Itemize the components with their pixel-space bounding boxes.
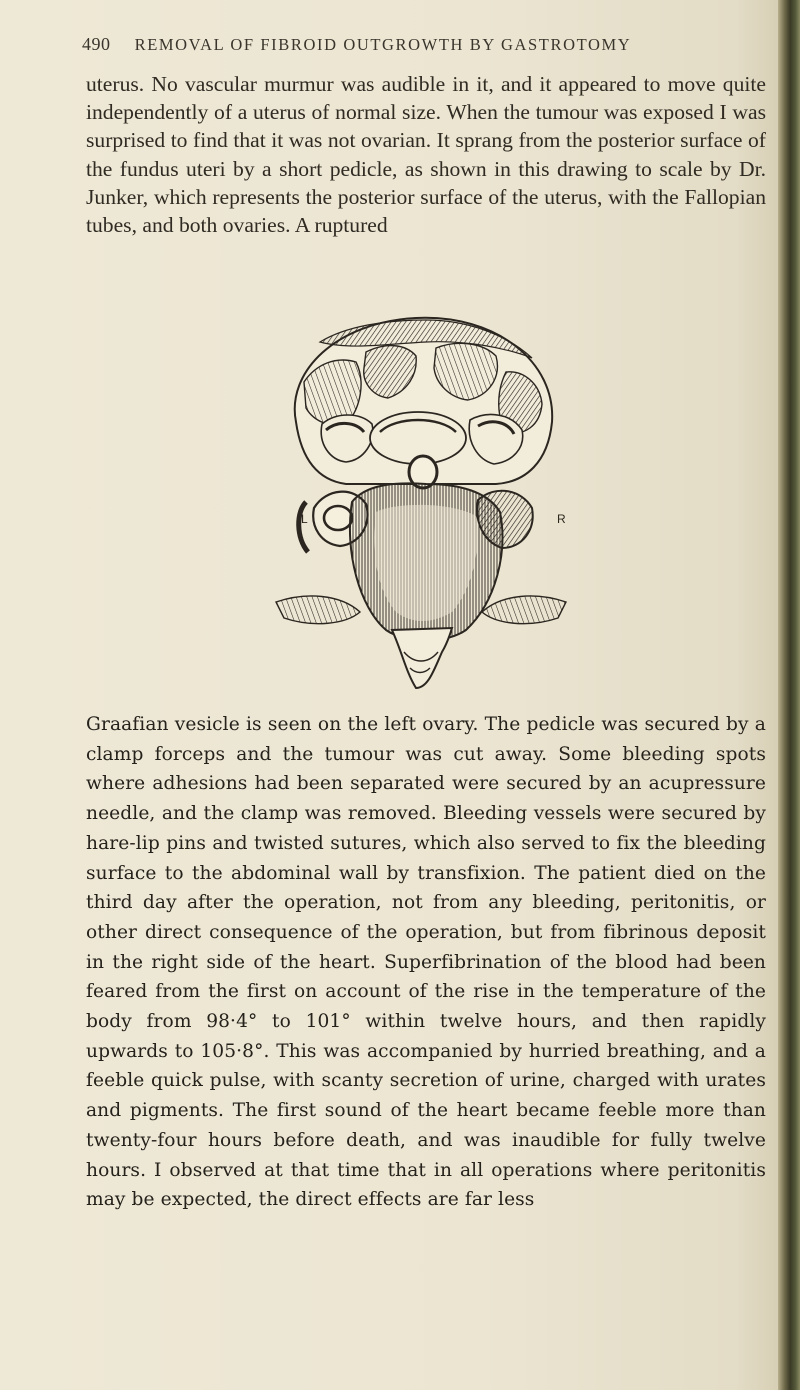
figure-label-right: R bbox=[557, 512, 566, 526]
running-title: REMOVAL OF FIBROID OUTGROWTH BY GASTROTOMY bbox=[134, 35, 632, 54]
uterus-illustration bbox=[256, 312, 586, 692]
page-number: 490 bbox=[82, 34, 111, 54]
cervix bbox=[392, 628, 452, 688]
uterus-drawing bbox=[256, 312, 586, 692]
uterus-body bbox=[350, 483, 502, 640]
running-header bbox=[82, 34, 722, 55]
paragraph-top: uterus. No vascular murmur was audible in it, and it appeared to move quite independently of a uterus of normal size. When the tumour was exposed I was surprised to find that it was not ovarian. It sprang from the posterior surface of the fundus uteri by a short pedicle, as shown in this drawing to scale by Dr. Junker, which represents the posterior surface of the uterus, with the Fallopian tubes, and both ovaries. A ruptured bbox=[86, 72, 766, 238]
book-spine-edge bbox=[778, 0, 800, 1390]
paragraph-bottom: Graafian vesicle is seen on the left ovary. The pedicle was secured by a clamp forceps and the tumour was cut away. Some bleeding spots where adhesions had been separated were secured by an acupressure needle, and the clamp was removed. Bleeding vessels were secured by hare-lip pins and twisted sutures, which also served to fix the bleeding surface to the abdominal wall by transfixion. The patient died on the third day after the operation, not from any bleeding, peritonitis, or other direct consequence of the operation, but from fibrinous deposit in the right side of the heart. Superfibrination of the blood had been feared from the first on account of the rise in the temperature of the body from 98·4° to 101° within twelve hours, and then rapidly upwards to 105·8°. This was accompanied by hurried breathing, and a feeble quick pulse, with scanty secretion of urine, charged with urates and pigments. The first sound of the heart became feeble more than twenty-four hours before death, and was inaudible for fully twelve hours. I observed at that time that in all operations where peritonitis may be expected, the direct effects are far less bbox=[86, 714, 766, 1211]
figure-label-left: L bbox=[301, 512, 308, 526]
